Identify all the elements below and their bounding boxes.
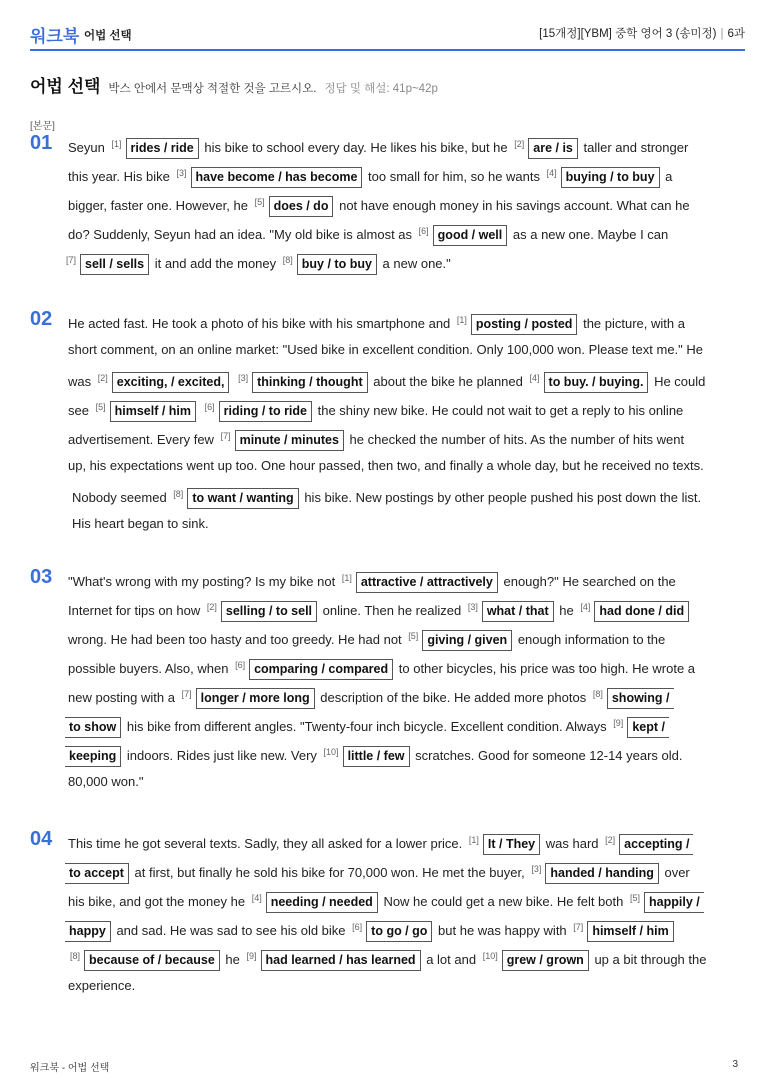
sentence-text: was [68,374,92,389]
sentence-text: wrong. He had been too hasty and too greedy. He had not [68,632,402,647]
text-line [68,509,745,538]
choice-box: buy / to buy [297,254,377,275]
text-line [68,622,745,651]
sentence-text: a new one." [382,256,451,271]
question-marker: [6] [204,402,215,412]
choice-box: kept / [627,717,669,738]
sentence-text: His heart began to sink. [72,516,209,531]
text-line [68,971,745,1000]
question-marker: [1] [341,573,352,583]
sentence-text: new posting with a [68,690,175,705]
sentence-text: "What's wrong with my posting? Is my bike not [68,574,336,589]
sentence-text: he [559,603,574,618]
text-line [68,130,745,159]
choice-box: to show [65,717,121,738]
sentence-text: short comment, on an online market: "Used bike in excellent condition. Only 100,000 won. Please text me." He [68,342,704,357]
question-marker: [8] [173,489,184,499]
sentence-text: online. Then he realized [322,603,462,618]
question-marker: [5] [408,631,419,641]
section-number: 01 [30,132,53,154]
header-separator: | [720,28,724,40]
sentence-text: indoors. Rides just like new. Very [126,748,317,763]
choice-box: grew / grown [502,950,589,971]
sentence-text: about the bike he planned [373,374,523,389]
question-marker: [7] [220,431,231,441]
choice-box: showing / [607,688,674,709]
sentence-text: scratches. Good for someone 12-14 years old. [415,748,683,763]
text-line [63,738,745,767]
text-line [68,680,745,709]
choice-box: have become / has become [191,167,363,188]
choice-box: minute / minutes [235,430,344,451]
text-line [68,364,745,393]
question-marker: [6] [235,660,246,670]
sentence-text: taller and stronger [583,140,689,155]
question-marker: [7] [573,922,584,932]
sentence-text: see [68,403,89,418]
sentence-text: up a bit through the [594,952,707,967]
sentence-text: This time he got several texts. Sadly, they all asked for a lower price. [68,836,463,851]
choice-box: to go / go [366,921,432,942]
question-marker: [2] [514,139,525,149]
question-marker: [3] [531,864,542,874]
lesson-label: 6과 [727,28,745,40]
sentence-text: it and add the money [154,256,277,271]
choice-box: had learned / has learned [261,950,421,971]
brand-logo: 워크북 [30,27,80,46]
sentence-text: his bike to school every day. He likes his bike, but he [204,140,508,155]
section-paragraph [68,306,745,538]
question-marker: [5] [254,197,265,207]
choice-box: good / well [433,225,508,246]
question-marker: [9] [246,951,257,961]
choice-box: sell / sells [80,254,149,275]
question-marker: [1] [468,835,479,845]
question-marker: [10] [323,747,339,757]
choice-box: had done / did [594,601,689,622]
sentence-text: over [664,865,690,880]
sentence-text: up, his expectations went up too. One hour passed, then two, and finally a whole day, but he received no texts. [68,458,704,473]
sentence-text: description of the bike. He added more photos [320,690,587,705]
text-line [68,826,745,855]
question-marker: [3] [176,168,187,178]
text-line [63,246,745,275]
sentence-text: Internet for tips on how [68,603,201,618]
sentence-text: but he was happy with [438,923,567,938]
sentence-text: not have enough money in his savings account. What can he [339,198,690,213]
question-marker: [10] [482,951,498,961]
course-name: [15개정][YBM] 중학 영어 3 (송미정) [539,28,717,40]
instruction-text: 박스 안에서 문맥상 적절한 것을 고르시오. [108,83,317,95]
choice-box: are / is [528,138,578,159]
section-paragraph [68,826,745,1000]
sentence-text: his bike from different angles. "Twenty-four inch bicycle. Excellent condition. Always [126,719,607,734]
text-line [63,913,745,942]
question-marker: [5] [630,893,641,903]
choice-box: himself / him [587,921,673,942]
question-marker: [2] [605,835,616,845]
answer-reference: 정답 및 해설: 41p~42p [324,83,438,95]
question-marker: [8] [70,951,81,961]
choice-box: little / few [343,746,410,767]
section-paragraph [68,130,745,275]
sentence-text: the picture, with a [583,316,685,331]
choice-box: to accept [65,863,129,884]
footer-label: 워크북 - 어법 선택 [30,1063,110,1074]
choice-box: attractive / attractively [356,572,498,593]
choice-box: to buy. / buying. [544,372,649,393]
section-number: 03 [30,566,53,588]
text-line [68,651,745,680]
page-number: 3 [732,1059,738,1070]
question-marker: [2] [97,373,108,383]
text-line [68,188,745,217]
text-line [68,159,745,188]
sentence-text: enough?" He searched on the [503,574,676,589]
section-tag: [본문] [30,121,55,132]
sentence-text: his bike, and got the money he [68,894,246,909]
question-marker: [4] [251,893,262,903]
text-line [68,451,745,480]
choice-box: happily / [644,892,704,913]
question-marker: [6] [418,226,429,236]
sentence-text: his bike. New postings by other people pushed his post down the list. [304,490,702,505]
choice-box: keeping [65,746,121,767]
question-marker: [4] [546,168,557,178]
sentence-text: at first, but finally he sold his bike for 70,000 won. He met the buyer, [134,865,525,880]
question-marker: [5] [95,402,106,412]
choice-box: exciting, / excited, [112,372,230,393]
choice-box: himself / him [110,401,196,422]
text-line [68,767,745,796]
sentence-text: bigger, faster one. However, he [68,198,248,213]
text-line [68,393,745,422]
question-marker: [3] [238,373,249,383]
choice-box: accepting / [619,834,693,855]
choice-box: because of / because [84,950,220,971]
choice-box: thinking / thought [252,372,368,393]
text-line [63,855,745,884]
question-marker: [7] [66,255,77,265]
sentence-text: experience. [68,978,136,993]
course-info [539,25,745,41]
sentence-text: too small for him, so he wants [368,169,540,184]
text-line [63,709,745,738]
choice-box: It / They [483,834,540,855]
choice-box: does / do [269,196,334,217]
choice-box: buying / to buy [561,167,660,188]
text-line [68,335,745,364]
question-marker: [9] [613,718,624,728]
text-line [68,564,745,593]
sentence-text: as a new one. Maybe I can [512,227,669,242]
sentence-text: and sad. He was sad to see his old bike [116,923,346,938]
page-title: 어법 선택 [30,77,101,96]
question-marker: [2] [206,602,217,612]
choice-box: giving / given [422,630,512,651]
choice-box: needing / needed [266,892,378,913]
sentence-text: a [665,169,673,184]
text-line [68,593,745,622]
sentence-text: he [225,952,240,967]
choice-box: rides / ride [126,138,199,159]
sentence-text: 80,000 won." [68,774,144,789]
sentence-text: He could [654,374,706,389]
question-marker: [3] [467,602,478,612]
question-marker: [4] [580,602,591,612]
choice-box: longer / more long [196,688,315,709]
sentence-text: to other bicycles, his price was too high. He wrote a [398,661,696,676]
question-marker: [7] [181,689,192,699]
choice-box: handed / handing [545,863,658,884]
question-marker: [8] [282,255,293,265]
choice-box: to want / wanting [187,488,298,509]
sentence-text: this year. His bike [68,169,170,184]
sentence-text: the shiny new bike. He could not wait to get a reply to his online [317,403,684,418]
sentence-text: he checked the number of hits. As the number of hits went [349,432,685,447]
section-number: 04 [30,828,53,850]
sentence-text: a lot and [426,952,477,967]
text-line [68,884,745,913]
question-marker: [4] [529,373,540,383]
choice-box: selling / to sell [221,601,317,622]
choice-box: happy [65,921,111,942]
choice-box: comparing / compared [249,659,393,680]
question-marker: [1] [456,315,467,325]
sentence-text: Seyun [68,140,105,155]
sentence-text: Nobody seemed [72,490,167,505]
page-header [30,0,745,51]
sentence-text: He acted fast. He took a photo of his bike with his smartphone and [68,316,451,331]
sentence-text: Now he could get a new bike. He felt both [383,894,624,909]
section-number: 02 [30,308,53,330]
text-line [68,217,745,246]
question-marker: [8] [592,689,603,699]
sentence-text: possible buyers. Also, when [68,661,229,676]
sentence-text: was hard [545,836,599,851]
sentence-text: advertisement. Every few [68,432,214,447]
text-line [63,942,745,971]
question-marker: [6] [352,922,363,932]
question-marker: [1] [111,139,122,149]
choice-box: what / that [482,601,554,622]
title-row [30,72,438,97]
text-line [68,480,745,509]
brand-subtitle: 어법 선택 [84,30,132,42]
sentence-text: enough information to the [517,632,666,647]
choice-box: riding / to ride [219,401,312,422]
text-line [68,422,745,451]
choice-box: posting / posted [471,314,578,335]
section-paragraph [68,564,745,796]
text-line [68,306,745,335]
sentence-text: do? Suddenly, Seyun had an idea. "My old bike is almost as [68,227,413,242]
